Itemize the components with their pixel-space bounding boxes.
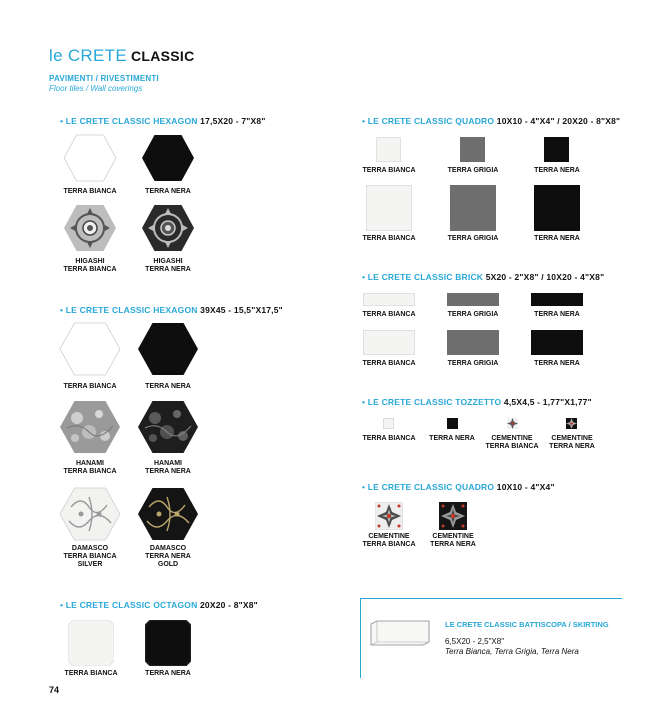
octagon-terra-bianca-tile	[68, 620, 114, 666]
label-large-terra-nera: TERRA NERA	[145, 383, 191, 390]
label-brick-large-terra-nera: TERRA NERA	[534, 360, 580, 367]
section-heading-brick: • LE CRETE CLASSIC BRICK 5X20 - 2"X8" / 10X20 - 4"X8"	[362, 272, 605, 282]
label-damasco-gold: DAMASCO TERRA NERA GOLD	[145, 545, 191, 568]
label-quadro-cementine-nera: CEMENTINE TERRA NERA	[430, 533, 476, 548]
tozzetto-cementine-nera-tile	[566, 418, 577, 429]
label-quadro-large-terra-nera: TERRA NERA	[534, 235, 580, 242]
hexagon-terra-bianca-tile	[63, 134, 117, 182]
quadro-cementine-nera-tile	[439, 502, 467, 530]
quadro-large-terra-grigia-tile	[450, 185, 496, 231]
section-heading-quadro-large: • LE CRETE CLASSIC QUADRO 10X10 - 4"X4" / 20X20 - 8"X8"	[362, 116, 621, 126]
hexagon-terra-nera-tile	[141, 134, 195, 182]
skirting-title: LE CRETE CLASSIC BATTISCOPA / SKIRTING	[445, 620, 609, 629]
label-quadro-terra-grigia: TERRA GRIGIA	[447, 167, 499, 174]
octagon-terra-nera-tile	[145, 620, 191, 666]
label-brick-large-terra-grigia: TERRA GRIGIA	[447, 360, 499, 367]
label-brick-terra-nera: TERRA NERA	[534, 311, 580, 318]
brick-large-terra-bianca-tile	[363, 330, 415, 355]
tozzetto-terra-bianca-tile	[383, 418, 394, 429]
hexagon-large-terra-bianca-tile	[59, 322, 121, 376]
label-brick-terra-grigia: TERRA GRIGIA	[447, 311, 499, 318]
label-tozzetto-cementine-bianca: CEMENTINE TERRA BIANCA	[485, 435, 539, 450]
tozzetto-cementine-bianca-tile	[507, 418, 518, 429]
quadro-large-terra-nera-tile	[534, 185, 580, 231]
brick-large-terra-nera-tile	[531, 330, 583, 355]
section-heading-tozzetto: • LE CRETE CLASSIC TOZZETTO 4,5X4,5 - 1,77"X1,77"	[362, 397, 592, 407]
hexagon-large-terra-nera-tile	[137, 322, 199, 376]
label-quadro-large-terra-bianca: TERRA BIANCA	[362, 235, 416, 242]
skirting-size: 6,5X20 - 2,5"X8"	[445, 637, 505, 646]
page-number: 74	[49, 685, 60, 695]
quadro-large-terra-bianca-tile	[366, 185, 412, 231]
label-damasco-silver: DAMASCO TERRA BIANCA SILVER	[63, 545, 117, 568]
brick-large-terra-grigia-tile	[447, 330, 499, 355]
quadro-cementine-bianca-tile	[375, 502, 403, 530]
label-quadro-large-terra-grigia: TERRA GRIGIA	[447, 235, 499, 242]
brand-collection: CLASSIC	[130, 48, 195, 64]
label-hanami-nera: HANAMI TERRA NERA	[145, 460, 191, 475]
label-octagon-terra-nera: TERRA NERA	[145, 670, 191, 677]
hexagon-higashi-nera-tile	[141, 204, 195, 252]
label-octagon-terra-bianca: TERRA BIANCA	[64, 670, 118, 677]
skirting-colors: Terra Bianca, Terra Grigia, Terra Nera	[445, 647, 579, 656]
brand-title	[49, 46, 195, 66]
label-higashi-bianca: HIGASHI TERRA BIANCA	[63, 258, 117, 273]
subtitle-english: Floor tiles / Wall coverings	[49, 84, 143, 93]
label-terra-bianca: TERRA BIANCA	[63, 188, 117, 195]
section-heading-hex-small: • LE CRETE CLASSIC HEXAGON 17,5X20 - 7"X8"	[60, 116, 266, 126]
label-brick-terra-bianca: TERRA BIANCA	[362, 311, 416, 318]
subtitle-italian: PAVIMENTI / RIVESTIMENTI	[49, 74, 159, 83]
quadro-small-terra-grigia-tile	[460, 137, 485, 162]
brick-small-terra-bianca-tile	[363, 293, 415, 306]
quadro-small-terra-bianca-tile	[376, 137, 401, 162]
label-quadro-terra-nera: TERRA NERA	[534, 167, 580, 174]
hexagon-damasco-gold-tile	[137, 487, 199, 541]
brick-small-terra-nera-tile	[531, 293, 583, 306]
section-heading-hex-large: • LE CRETE CLASSIC HEXAGON 39X45 - 15,5"X17,5"	[60, 305, 283, 315]
label-quadro-cementine-bianca: CEMENTINE TERRA BIANCA	[362, 533, 416, 548]
quadro-small-terra-nera-tile	[544, 137, 569, 162]
skirting-tile-illustration	[369, 620, 431, 646]
brick-small-terra-grigia-tile	[447, 293, 499, 306]
hexagon-damasco-silver-tile	[59, 487, 121, 541]
section-heading-octagon: • LE CRETE CLASSIC OCTAGON 20X20 - 8"X8"	[60, 600, 258, 610]
section-heading-quadro-small: • LE CRETE CLASSIC QUADRO 10X10 - 4"X4"	[362, 482, 555, 492]
label-quadro-terra-bianca: TERRA BIANCA	[362, 167, 416, 174]
label-tozzetto-cementine-nera: CEMENTINE TERRA NERA	[549, 435, 595, 450]
hexagon-higashi-bianca-tile	[63, 204, 117, 252]
label-higashi-nera: HIGASHI TERRA NERA	[145, 258, 191, 273]
brand-name: le CRETE	[49, 46, 127, 65]
label-terra-nera: TERRA NERA	[145, 188, 191, 195]
label-brick-large-terra-bianca: TERRA BIANCA	[362, 360, 416, 367]
label-large-terra-bianca: TERRA BIANCA	[63, 383, 117, 390]
hexagon-hanami-nera-tile	[137, 400, 199, 454]
label-hanami-bianca: HANAMI TERRA BIANCA	[63, 460, 117, 475]
label-tozzetto-terra-nera: TERRA NERA	[429, 435, 475, 442]
label-tozzetto-terra-bianca: TERRA BIANCA	[362, 435, 416, 442]
hexagon-hanami-bianca-tile	[59, 400, 121, 454]
tozzetto-terra-nera-tile	[447, 418, 458, 429]
